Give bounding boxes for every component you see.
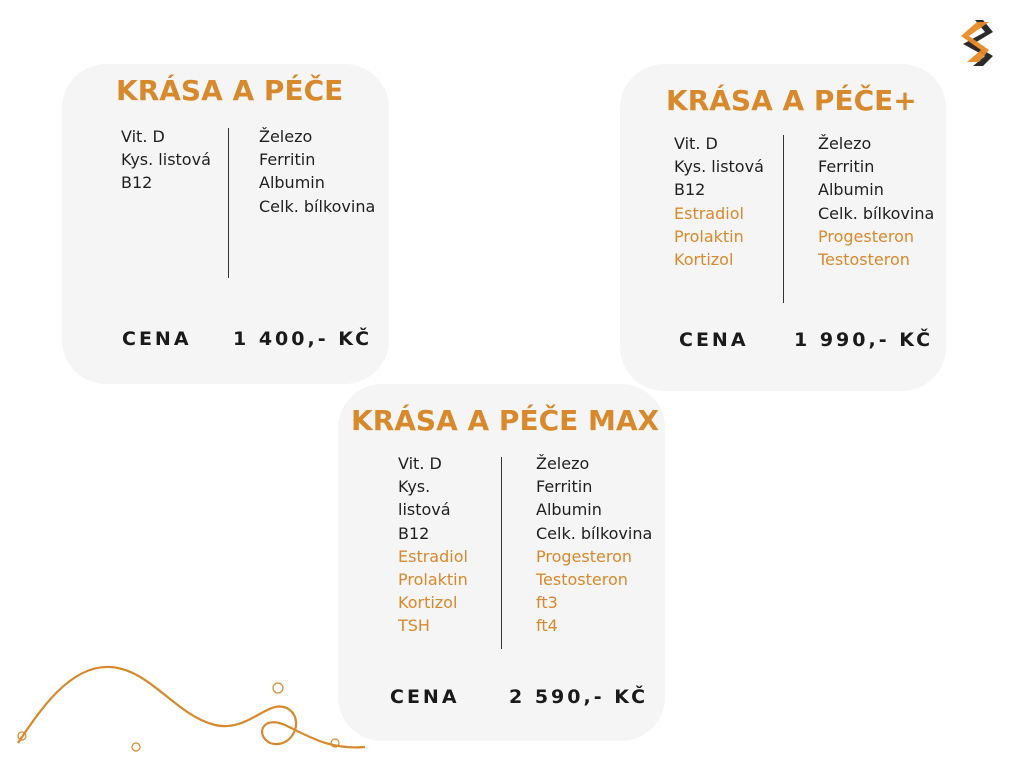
list-item: TSH — [398, 616, 430, 636]
list-item: Albumin — [818, 180, 884, 200]
list-item: Estradiol — [674, 203, 744, 223]
list-item: Vit. D — [674, 134, 718, 153]
list-item: Progesteron — [818, 226, 914, 246]
test-list-right — [536, 452, 652, 638]
column-divider — [228, 128, 229, 278]
list-item: B12 — [121, 173, 153, 193]
list-item: Albumin — [259, 173, 325, 193]
list-item: Ferritin — [818, 157, 875, 177]
list-item: Kortizol — [674, 250, 734, 270]
list-item: Celk. bílkovina — [536, 523, 653, 543]
list-item: Celk. bílkovina — [818, 203, 935, 223]
package-title: KRÁSA A PÉČE — [116, 74, 344, 107]
list-item: Vit. D — [398, 454, 442, 473]
list-item: ft4 — [536, 616, 558, 636]
list-item: Progesteron — [536, 546, 632, 566]
list-item: Železo — [818, 134, 872, 153]
list-item: Prolaktin — [398, 570, 468, 590]
list-item: Kortizol — [398, 593, 458, 613]
price-value: 2 590,- KČ — [509, 686, 649, 708]
package-title: KRÁSA A PÉČE MAX — [351, 404, 660, 437]
test-list-right — [259, 125, 375, 218]
price-label: CENA — [679, 329, 749, 351]
list-item: Ferritin — [259, 150, 316, 170]
list-item: listová — [398, 500, 451, 520]
list-item: B12 — [398, 523, 430, 543]
list-item: Vit. D — [121, 127, 165, 146]
brand-logo-icon — [955, 16, 1001, 68]
test-list-left — [121, 125, 211, 195]
list-item: Celk. bílkovina — [259, 196, 376, 216]
list-item: Železo — [536, 454, 590, 473]
list-item: Kys. listová — [674, 157, 764, 177]
price-value: 1 990,- KČ — [794, 329, 934, 351]
list-item: Albumin — [536, 500, 602, 520]
price-value: 1 400,- KČ — [233, 328, 373, 350]
list-item: Testosteron — [536, 570, 628, 590]
price-label: CENA — [390, 686, 460, 708]
list-item: Ferritin — [536, 477, 593, 497]
test-list-right — [818, 132, 934, 271]
list-item: Železo — [259, 127, 313, 146]
list-item: B12 — [674, 180, 706, 200]
list-item: Kys. — [398, 477, 431, 497]
decorative-swirl-icon — [0, 655, 380, 768]
price-label: CENA — [122, 328, 192, 350]
column-divider — [783, 135, 784, 303]
list-item: Testosteron — [818, 250, 910, 270]
test-list-left — [398, 452, 468, 638]
column-divider — [501, 457, 502, 649]
list-item: Prolaktin — [674, 226, 744, 246]
list-item: ft3 — [536, 593, 558, 613]
package-title: KRÁSA A PÉČE+ — [666, 84, 917, 117]
list-item: Kys. listová — [121, 150, 211, 170]
test-list-left — [674, 132, 764, 271]
list-item: Estradiol — [398, 546, 468, 566]
